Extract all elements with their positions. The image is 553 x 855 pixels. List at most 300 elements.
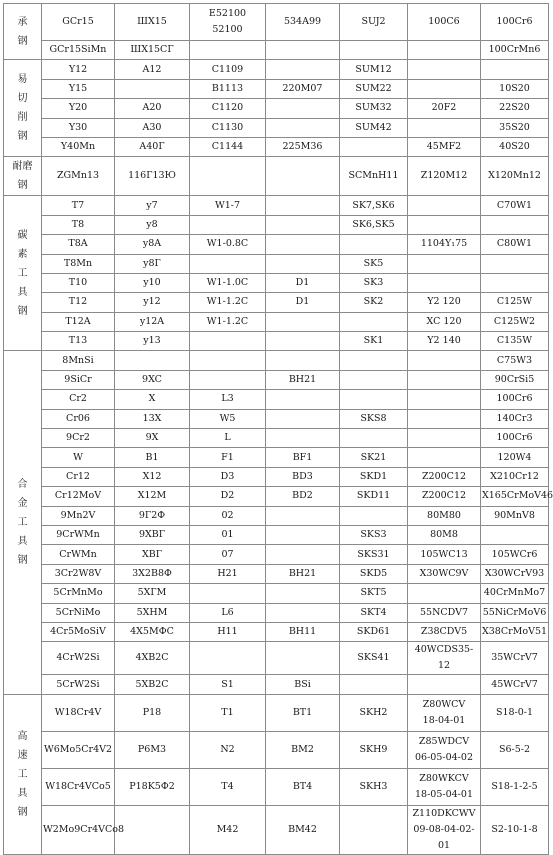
- grade-cell: [190, 254, 266, 273]
- grade-cell: SKH9: [340, 731, 408, 768]
- grade-cell: Z85WDCV 06-05-04-02: [408, 731, 481, 768]
- table-row: [4, 768, 549, 805]
- table-row: [4, 293, 549, 312]
- grade-cell: 105WC13: [408, 545, 481, 564]
- grade-cell: 35WCrV7: [481, 642, 549, 675]
- grade-cell: X38CrMoV51: [481, 622, 549, 641]
- grade-cell: 80M8: [408, 525, 481, 544]
- grade-cell: 07: [190, 545, 266, 564]
- grade-cell: y13: [115, 332, 190, 351]
- grade-cell: 100C6: [408, 4, 481, 41]
- grade-cell: [408, 215, 481, 234]
- table-row: [4, 429, 549, 448]
- grade-cell: T1: [190, 694, 266, 731]
- grade-cell: [266, 157, 340, 196]
- grade-cell: T4: [190, 768, 266, 805]
- grade-cell: T8Mn: [42, 254, 115, 273]
- grade-cell: SKS31: [340, 545, 408, 564]
- grade-cell: C135W: [481, 332, 549, 351]
- grade-cell: Z80WCV 18-04-01: [408, 694, 481, 731]
- grade-cell: SK2: [340, 293, 408, 312]
- table-row: [4, 622, 549, 641]
- grade-cell: [115, 79, 190, 98]
- grade-cell: 90MnV8: [481, 506, 549, 525]
- grade-cell: C75W3: [481, 351, 549, 370]
- grade-cell: BSi: [266, 675, 340, 694]
- table-row: [4, 545, 549, 564]
- grade-cell: 40WCDS35-12: [408, 642, 481, 675]
- grade-cell: C1120: [190, 99, 266, 118]
- grade-cell: 116Г13Ю: [115, 157, 190, 196]
- grade-cell: 5CrMnMo: [42, 584, 115, 603]
- table-row: [4, 487, 549, 506]
- grade-cell: W18Cr4V: [42, 694, 115, 731]
- grade-cell: SCMnH11: [340, 157, 408, 196]
- category-char: 金: [17, 498, 28, 510]
- grade-cell: 9XBГ: [115, 525, 190, 544]
- grade-cell: A30: [115, 118, 190, 137]
- grade-cell: y10: [115, 273, 190, 292]
- grade-cell: C1144: [190, 137, 266, 156]
- grade-cell: [266, 390, 340, 409]
- grade-cell: SKD61: [340, 622, 408, 641]
- grade-cell: [481, 215, 549, 234]
- grade-cell: SKT4: [340, 603, 408, 622]
- grade-cell: [266, 196, 340, 215]
- grade-cell: 4Cr5MoSiV: [42, 622, 115, 641]
- grade-cell: H11: [190, 622, 266, 641]
- grade-cell: SUJ2: [340, 4, 408, 41]
- table-row: [4, 506, 549, 525]
- grade-cell: Z110DKCWV 09-08-04-02-01: [408, 805, 481, 854]
- grade-cell: SK6,SK5: [340, 215, 408, 234]
- grade-cell: D3: [190, 467, 266, 486]
- grade-cell: ШX15: [115, 4, 190, 41]
- category-cell: [4, 351, 42, 694]
- grade-cell: [266, 525, 340, 544]
- grade-cell: H21: [190, 564, 266, 583]
- grade-cell: ZGMn13: [42, 157, 115, 196]
- category-char: 碳: [17, 229, 28, 241]
- grade-cell: 9CrWMn: [42, 525, 115, 544]
- grade-cell: Z38CDV5: [408, 622, 481, 641]
- grade-cell: [266, 235, 340, 254]
- grade-cell: SK1: [340, 332, 408, 351]
- grade-cell: BT1: [266, 694, 340, 731]
- grade-cell: [266, 99, 340, 118]
- grade-cell: SUM42: [340, 118, 408, 137]
- grade-cell: P18: [115, 694, 190, 731]
- grade-cell: 5XB2C: [115, 675, 190, 694]
- grade-cell: SK21: [340, 448, 408, 467]
- grade-cell: 4X5MФC: [115, 622, 190, 641]
- grade-cell: [340, 805, 408, 854]
- grade-cell: T8A: [42, 235, 115, 254]
- grade-cell: [340, 312, 408, 331]
- grade-cell: C1130: [190, 118, 266, 137]
- grade-cell: 10S20: [481, 79, 549, 98]
- grade-cell: [408, 429, 481, 448]
- grade-cell: Y2 120: [408, 293, 481, 312]
- grade-cell: 5XHM: [115, 603, 190, 622]
- grade-cell: [266, 312, 340, 331]
- grade-cell: 35S20: [481, 118, 549, 137]
- grade-cell: 5XГM: [115, 584, 190, 603]
- table-row: [4, 642, 549, 675]
- category-char: 钢: [17, 35, 28, 47]
- grade-cell: [266, 429, 340, 448]
- table-row: [4, 332, 549, 351]
- grade-cell: [408, 118, 481, 137]
- grade-cell: y12A: [115, 312, 190, 331]
- grade-cell: [266, 642, 340, 675]
- grade-cell: 9Г2Ф: [115, 506, 190, 525]
- grade-cell: SKS41: [340, 642, 408, 675]
- grade-cell: B1: [115, 448, 190, 467]
- grade-cell: 5CrW2Si: [42, 675, 115, 694]
- category-char: 素: [17, 248, 28, 260]
- grade-cell: 80M80: [408, 506, 481, 525]
- grade-cell: W5: [190, 409, 266, 428]
- grade-cell: [190, 41, 266, 60]
- grade-cell: 9X: [115, 429, 190, 448]
- table-body: [4, 4, 553, 855]
- table-row: [4, 731, 549, 768]
- grade-cell: BM42: [266, 805, 340, 854]
- grade-cell: [340, 506, 408, 525]
- grade-cell: [190, 370, 266, 389]
- grade-cell: [190, 584, 266, 603]
- grade-cell: C80W1: [481, 235, 549, 254]
- grade-cell: 40CrMnMo7: [481, 584, 549, 603]
- category-char: 钢: [17, 305, 28, 317]
- grade-cell: [408, 273, 481, 292]
- grade-cell: Y15: [42, 79, 115, 98]
- grade-cell: SUM22: [340, 79, 408, 98]
- table-row: [4, 196, 549, 215]
- category-cell: [4, 196, 42, 351]
- grade-cell: BM2: [266, 731, 340, 768]
- grade-cell: W1-0.8C: [190, 235, 266, 254]
- grade-cell: W6Mo5Cr4V2: [42, 731, 115, 768]
- category-char: 钢: [17, 806, 28, 818]
- table-row: [4, 254, 549, 273]
- grade-cell: T12: [42, 293, 115, 312]
- grade-cell: [408, 390, 481, 409]
- grade-cell: A12: [115, 60, 190, 79]
- table-row: [4, 805, 549, 854]
- grade-cell: 100Cr6: [481, 429, 549, 448]
- grade-cell: Z120M12: [408, 157, 481, 196]
- grade-cell: X165CrMoV46: [481, 487, 549, 506]
- category-char: 耐磨: [12, 161, 33, 173]
- category-char: 合: [17, 479, 28, 491]
- grade-cell: [266, 351, 340, 370]
- grade-cell: T8: [42, 215, 115, 234]
- grade-cell: 55NCDV7: [408, 603, 481, 622]
- grade-cell: y12: [115, 293, 190, 312]
- grade-cell: S6-5-2: [481, 731, 549, 768]
- grade-cell: 9XC: [115, 370, 190, 389]
- grade-cell: X120Mn12: [481, 157, 549, 196]
- grade-cell: X12: [115, 467, 190, 486]
- grade-cell: 20F2: [408, 99, 481, 118]
- category-char: 速: [17, 749, 28, 761]
- grade-cell: L6: [190, 603, 266, 622]
- grade-cell: [266, 41, 340, 60]
- category-cell: [4, 4, 42, 60]
- grade-cell: C125W2: [481, 312, 549, 331]
- table-row: [4, 390, 549, 409]
- grade-cell: W1-1.2C: [190, 293, 266, 312]
- grade-cell: T10: [42, 273, 115, 292]
- grade-cell: [481, 60, 549, 79]
- grade-cell: Cr12MoV: [42, 487, 115, 506]
- table-row: [4, 370, 549, 389]
- category-cell: [4, 60, 42, 157]
- grade-cell: W1-1.2C: [190, 312, 266, 331]
- grade-cell: X30WCrV93: [481, 564, 549, 583]
- table-row: [4, 675, 549, 694]
- category-char: 钢: [17, 131, 28, 143]
- grade-cell: 534A99: [266, 4, 340, 41]
- grade-cell: [340, 351, 408, 370]
- grade-cell: A40Г: [115, 137, 190, 156]
- table-row: [4, 60, 549, 79]
- grade-cell: 45WCrV7: [481, 675, 549, 694]
- grade-cell: BH21: [266, 564, 340, 583]
- grade-cell: 1104Y₁75: [408, 235, 481, 254]
- grade-cell: [266, 545, 340, 564]
- grade-cell: BH21: [266, 370, 340, 389]
- category-char: 具: [17, 536, 28, 548]
- grade-cell: [190, 642, 266, 675]
- table-row: [4, 312, 549, 331]
- grade-cell: 100CrMn6: [481, 41, 549, 60]
- grade-cell: D1: [266, 273, 340, 292]
- grade-cell: [408, 41, 481, 60]
- grade-cell: F1: [190, 448, 266, 467]
- grade-cell: SUM12: [340, 60, 408, 79]
- grade-cell: [408, 196, 481, 215]
- grade-cell: P6M3: [115, 731, 190, 768]
- grade-cell: 5CrNiMo: [42, 603, 115, 622]
- grade-cell: Y12: [42, 60, 115, 79]
- grade-cell: C70W1: [481, 196, 549, 215]
- table-row: [4, 694, 549, 731]
- table-row: [4, 137, 549, 156]
- grade-cell: BT4: [266, 768, 340, 805]
- table-row: [4, 4, 549, 41]
- grade-cell: [340, 41, 408, 60]
- grade-cell: XBГ: [115, 545, 190, 564]
- grade-cell: 22S20: [481, 99, 549, 118]
- grade-cell: Y40Mn: [42, 137, 115, 156]
- category-char: 切: [17, 93, 28, 105]
- grade-cell: [190, 332, 266, 351]
- grade-cell: 90CrSi5: [481, 370, 549, 389]
- grade-cell: [266, 254, 340, 273]
- grade-cell: [340, 390, 408, 409]
- grade-cell: X12M: [115, 487, 190, 506]
- grade-cell: [408, 675, 481, 694]
- grade-cell: 105WCr6: [481, 545, 549, 564]
- grade-cell: W: [42, 448, 115, 467]
- grade-cell: XC 120: [408, 312, 481, 331]
- grade-cell: SKS3: [340, 525, 408, 544]
- grade-cell: Z80WKCV 18-05-04-01: [408, 768, 481, 805]
- category-char: 易: [17, 74, 28, 86]
- category-char: 高: [17, 730, 28, 742]
- grade-cell: W18Cr4VCo5: [42, 768, 115, 805]
- grade-cell: Cr2: [42, 390, 115, 409]
- table-row: [4, 79, 549, 98]
- category-char: 工: [17, 267, 28, 279]
- grade-cell: [340, 137, 408, 156]
- grade-cell: [115, 805, 190, 854]
- grade-cell: 100Cr6: [481, 390, 549, 409]
- grade-cell: [481, 254, 549, 273]
- grade-cell: L3: [190, 390, 266, 409]
- grade-cell: GCr15: [42, 4, 115, 41]
- grade-cell: [266, 584, 340, 603]
- grade-cell: [408, 351, 481, 370]
- grade-cell: X210Cr12: [481, 467, 549, 486]
- table-row: [4, 215, 549, 234]
- grade-cell: 9Mn2V: [42, 506, 115, 525]
- grade-cell: y7: [115, 196, 190, 215]
- grade-cell: L: [190, 429, 266, 448]
- grade-cell: Y2 140: [408, 332, 481, 351]
- table-row: [4, 157, 549, 196]
- grade-cell: [481, 273, 549, 292]
- grade-cell: 13X: [115, 409, 190, 428]
- steel-grade-comparison-table: [3, 3, 553, 855]
- grade-cell: [408, 60, 481, 79]
- grade-cell: [408, 584, 481, 603]
- grade-cell: y8A: [115, 235, 190, 254]
- grade-cell: 02: [190, 506, 266, 525]
- grade-cell: [190, 215, 266, 234]
- grade-cell: 4XB2C: [115, 642, 190, 675]
- grade-cell: [408, 79, 481, 98]
- grade-cell: S1: [190, 675, 266, 694]
- grade-cell: SK5: [340, 254, 408, 273]
- grade-cell: SKD1: [340, 467, 408, 486]
- grade-cell: [340, 370, 408, 389]
- grade-cell: SKH2: [340, 694, 408, 731]
- category-char: 钢: [17, 555, 28, 567]
- grade-cell: CrWMn: [42, 545, 115, 564]
- grade-cell: SUM32: [340, 99, 408, 118]
- grade-cell: S18-1-2-5: [481, 768, 549, 805]
- category-cell: [4, 694, 42, 854]
- grade-cell: [266, 603, 340, 622]
- table-row: [4, 118, 549, 137]
- grade-cell: S18-0-1: [481, 694, 549, 731]
- grade-cell: X: [115, 390, 190, 409]
- table-row: [4, 564, 549, 583]
- grade-cell: GCr15SiMn: [42, 41, 115, 60]
- grade-cell: N2: [190, 731, 266, 768]
- grade-cell: [408, 254, 481, 273]
- table-row: [4, 584, 549, 603]
- grade-cell: BD3: [266, 467, 340, 486]
- grade-cell: [408, 370, 481, 389]
- grade-cell: T12A: [42, 312, 115, 331]
- grade-cell: y8Г: [115, 254, 190, 273]
- grade-cell: 40S20: [481, 137, 549, 156]
- grade-cell: X30WC9V: [408, 564, 481, 583]
- grade-cell: D2: [190, 487, 266, 506]
- grade-cell: SK7,SK6: [340, 196, 408, 215]
- grade-cell: SKT5: [340, 584, 408, 603]
- grade-cell: BD2: [266, 487, 340, 506]
- grade-cell: 9SiCr: [42, 370, 115, 389]
- grade-cell: Z200C12: [408, 467, 481, 486]
- grade-cell: Z200C12: [408, 487, 481, 506]
- grade-cell: [266, 60, 340, 79]
- category-cell: [4, 157, 42, 196]
- grade-cell: 55NiCrMoV6: [481, 603, 549, 622]
- grade-cell: M42: [190, 805, 266, 854]
- grade-cell: D1: [266, 293, 340, 312]
- table-row: [4, 41, 549, 60]
- grade-cell: [340, 235, 408, 254]
- grade-cell: [266, 506, 340, 525]
- grade-cell: BF1: [266, 448, 340, 467]
- grade-cell: [266, 332, 340, 351]
- grade-cell: 140Cr3: [481, 409, 549, 428]
- grade-cell: [340, 429, 408, 448]
- grade-cell: Y20: [42, 99, 115, 118]
- grade-cell: ШX15CГ: [115, 41, 190, 60]
- grade-cell: [340, 675, 408, 694]
- table-row: [4, 448, 549, 467]
- table-row: [4, 351, 549, 370]
- grade-cell: BH11: [266, 622, 340, 641]
- grade-cell: T7: [42, 196, 115, 215]
- grade-cell: [408, 409, 481, 428]
- grade-cell: SKS8: [340, 409, 408, 428]
- grade-cell: 225M36: [266, 137, 340, 156]
- category-char: 具: [17, 286, 28, 298]
- grade-cell: [190, 157, 266, 196]
- grade-cell: C125W: [481, 293, 549, 312]
- grade-cell: 100Cr6: [481, 4, 549, 41]
- category-char: 削: [17, 112, 28, 124]
- grade-cell: 120W4: [481, 448, 549, 467]
- grade-cell: 4CrW2Si: [42, 642, 115, 675]
- grade-cell: 45MF2: [408, 137, 481, 156]
- grade-cell: 01: [190, 525, 266, 544]
- grade-cell: P18K5Ф2: [115, 768, 190, 805]
- grade-cell: [115, 351, 190, 370]
- category-char: 钢: [17, 180, 28, 192]
- grade-cell: [408, 448, 481, 467]
- table-row: [4, 409, 549, 428]
- grade-cell: SKD11: [340, 487, 408, 506]
- grade-cell: 8MnSi: [42, 351, 115, 370]
- table-row: [4, 99, 549, 118]
- grade-cell: Cr06: [42, 409, 115, 428]
- grade-cell: [190, 351, 266, 370]
- grade-cell: W1-1.0C: [190, 273, 266, 292]
- grade-cell: SKH3: [340, 768, 408, 805]
- grade-cell: SK3: [340, 273, 408, 292]
- grade-cell: y8: [115, 215, 190, 234]
- grade-cell: S2-10-1-8: [481, 805, 549, 854]
